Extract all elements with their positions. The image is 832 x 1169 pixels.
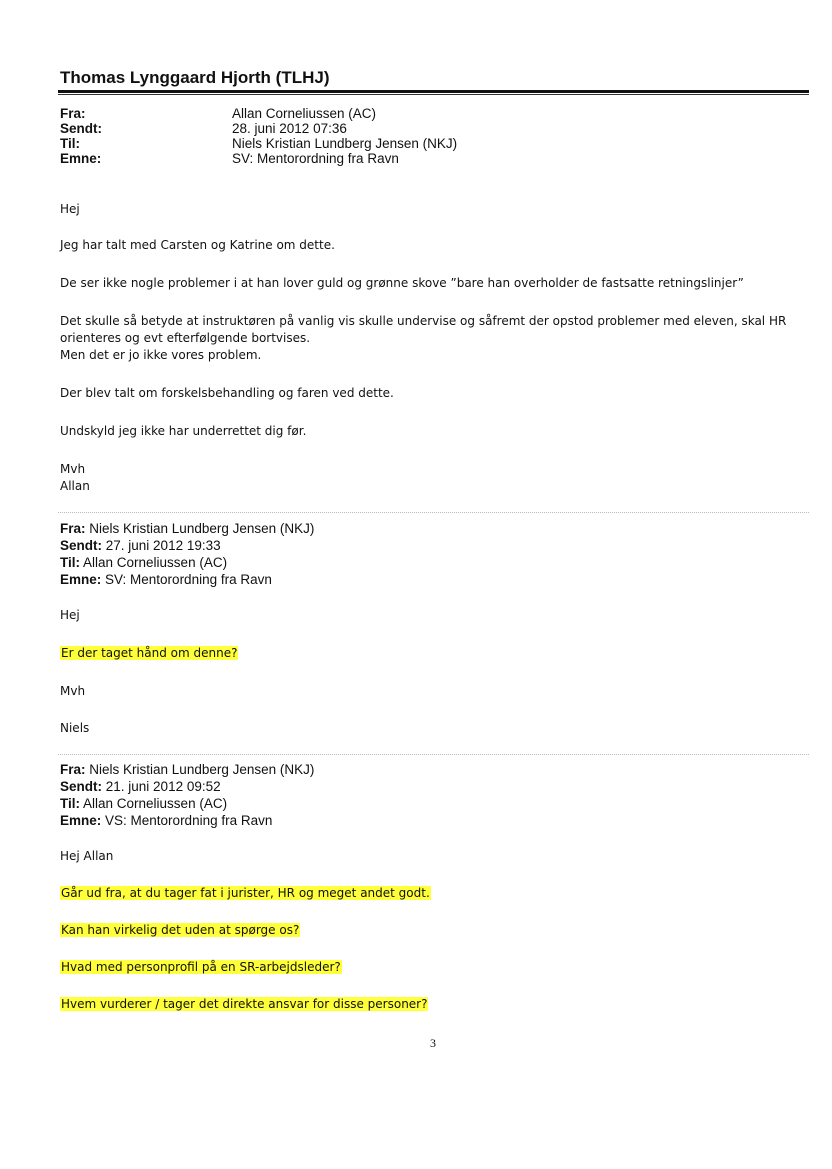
to-label: Til: [60,555,80,570]
email2-to: Allan Corneliussen (AC) [83,555,228,570]
from-label: Fra: [60,521,86,536]
email2-sent: 27. juni 2012 19:33 [105,538,221,553]
body-line: Der blev talt om forskelsbehandling og faren ved dette. [60,386,394,400]
email1-sent: 28. juni 2012 07:36 [232,121,347,136]
email2-to-row [60,555,227,571]
message-separator [58,754,809,755]
signoff: Mvh [60,684,86,698]
highlighted-text: Hvad med personprofil på en SR-arbejdsleder? [61,960,341,974]
email3-subject-row [60,813,272,829]
email2-from-row [60,521,314,537]
email3-sent-row [60,779,221,795]
signature: Allan [60,479,90,493]
highlighted-text: Hvem vurderer / tager det direkte ansvar for disse personer? [61,997,428,1011]
to-label: Til: [60,136,80,151]
from-label: Fra: [60,762,86,777]
body-line: Hej [60,202,80,216]
highlighted-text: Kan han virkelig det uden at spørge os? [61,923,300,937]
email2-subject: SV: Mentorordning fra Ravn [105,572,272,587]
email3-from: Niels Kristian Lundberg Jensen (NKJ) [89,762,315,777]
subject-label: Emne: [60,151,102,166]
highlighted-line [60,996,428,1013]
sent-label: Sendt: [60,779,102,794]
highlighted-line [60,922,300,939]
sent-label: Sendt: [60,121,102,136]
email1-subject: SV: Mentorordning fra Ravn [232,151,399,166]
email3-from-row [60,762,314,778]
subject-label: Emne: [60,813,102,828]
message-separator [58,512,809,513]
signature: Niels [60,721,90,735]
page-number: 3 [430,1036,436,1050]
body-line: De ser ikke nogle problemer i at han lover guld og grønne skove ”bare han overholder de fastsatte retningslinjer” [60,276,744,290]
body-line: Hej [60,608,80,622]
highlighted-text: Er der taget hånd om denne? [61,646,238,660]
subject-label: Emne: [60,572,102,587]
email3-sent: 21. juni 2012 09:52 [105,779,221,794]
email2-from: Niels Kristian Lundberg Jensen (NKJ) [89,521,315,536]
highlighted-text: Går ud fra, at du tager fat i jurister, HR og meget andet godt. [61,886,430,900]
email2-subject-row [60,572,272,588]
email2-sent-row [60,538,221,554]
signoff: Mvh [60,462,86,476]
highlighted-line [60,645,238,662]
email3-subject: VS: Mentorordning fra Ravn [105,813,273,828]
body-line: orienteres og evt efterfølgende bortvises. [60,331,311,345]
to-label: Til: [60,796,80,811]
body-line: Men det er jo ikke vores problem. [60,348,262,362]
highlighted-line [60,959,342,976]
body-line: Jeg har talt med Carsten og Katrine om dette. [60,238,335,252]
body-line: Undskyld jeg ikke har underrettet dig før. [60,424,307,438]
mailbox-owner-name: Thomas Lynggaard Hjorth (TLHJ) [60,68,330,87]
body-line: Det skulle så betyde at instruktøren på vanlig vis skulle undervise og såfremt der opstod problemer med eleven, skal HR [60,314,787,328]
email1-from: Allan Corneliussen (AC) [232,106,377,121]
greeting: Hej Allan [60,849,114,863]
from-label: Fra: [60,106,86,121]
email1-to: Niels Kristian Lundberg Jensen (NKJ) [232,136,458,151]
email3-to: Allan Corneliussen (AC) [83,796,228,811]
email3-to-row [60,796,227,812]
sent-label: Sendt: [60,538,102,553]
header-rule-thick [58,90,809,93]
header-rule-thin [58,94,809,95]
highlighted-line [60,885,431,902]
